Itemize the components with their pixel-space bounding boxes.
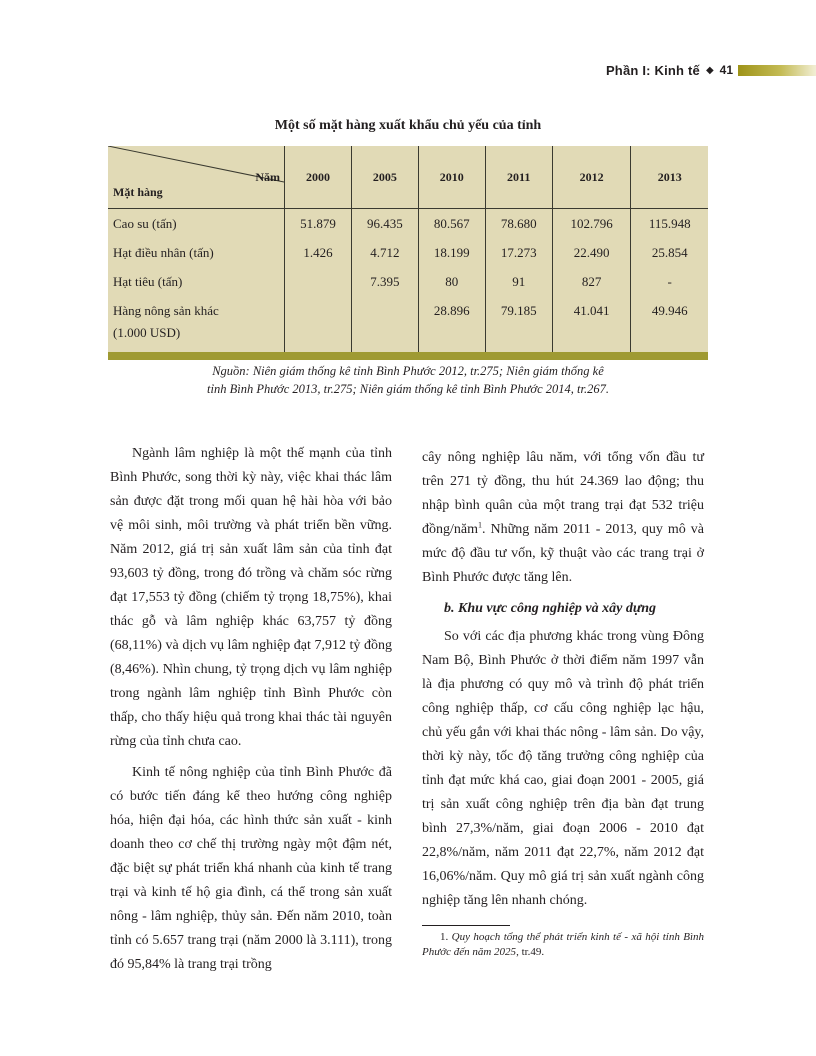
table-cell: 18.199 (418, 238, 485, 267)
section-heading: b. Khu vực công nghiệp và xây dựng (444, 601, 657, 616)
table-cell: 25.854 (631, 238, 708, 267)
table-cell: 96.435 (351, 209, 418, 239)
left-column (110, 442, 392, 984)
row-label-line: Hàng nông sản khác (113, 303, 219, 318)
header-accent-bar (738, 65, 816, 76)
table-cell: 49.946 (631, 296, 708, 352)
footnote-title: Quy hoạch tổng thể phát triển kinh tế - xã hội tỉnh Bình Phước đến năm 2025 (422, 931, 705, 958)
row-label: Cao su (tấn) (113, 216, 177, 231)
table-cell: 80.567 (418, 209, 485, 239)
section-title: Phần I: Kinh tế (605, 62, 700, 78)
table-cell: 51.879 (285, 209, 352, 239)
table-row (108, 267, 708, 296)
table-cell: 115.948 (631, 209, 708, 239)
table-cell: 79.185 (485, 296, 552, 352)
export-table-container (108, 146, 708, 360)
year-header: 2000 (285, 146, 352, 209)
table-cell: 41.041 (552, 296, 631, 352)
page-header (606, 62, 816, 78)
source-line: tỉnh Bình Phước 2013, tr.275; Niên giám thống kê tỉnh Bình Phước 2014, tr.267. (207, 382, 609, 396)
table-cell: 102.796 (552, 209, 631, 239)
table-title: Một số mặt hàng xuất khẩu chủ yếu của tỉnh (274, 118, 542, 133)
table-row (108, 238, 708, 267)
row-label: Hạt điều nhân (tấn) (113, 245, 214, 260)
table-corner-cell (108, 146, 285, 209)
footnote (422, 930, 704, 960)
table-cell: 4.712 (351, 238, 418, 267)
year-header: 2012 (552, 146, 631, 209)
footnote-tail: , tr.49. (516, 946, 545, 958)
paragraph: Ngành lâm nghiệp là một thế mạnh của tỉnh Bình Phước, song thời kỳ này, việc khai thác lâm sản được đặt trong mối quan hệ hài hòa với bảo vệ môi sinh, môi trường và phát triển bền vững. Năm 2012, giá trị sản xuất lâm sản của tỉnh đạt 93,603 tỷ đồng, trong đó trồng và chăm sóc rừng đạt 17,553 tỷ đồng (chiếm tỷ trọng 18,75%), khai thác gỗ và lâm nghiệp khác 63,757 tỷ đồng (68,11%) và dịch vụ lâm nghiệp đạt 7,912 tỷ đồng (8,46%). Nhìn chung, tỷ trọng dịch vụ lâm nghiệp trong ngành lâm nghiệp tỉnh Bình Phước còn thấp, cho thấy hiệu quả trong khai thác tài nguyên rừng của tỉnh chưa cao. (110, 446, 392, 749)
table-bottom-bar (108, 352, 708, 360)
paragraph (422, 446, 704, 590)
paragraph-text: cây nông nghiệp lâu năm, với tổng vốn đầu tư trên 271 tỷ đồng, thu hút 24.369 lao động; thu nhập bình quân của một trang trại đạt 532 triệu đồng/năm (422, 450, 704, 537)
table-cell: 28.896 (418, 296, 485, 352)
year-header: 2010 (418, 146, 485, 209)
source-line: Nguồn: Niên giám thống kê tỉnh Bình Phước 2012, tr.275; Niên giám thống kê (212, 364, 604, 378)
table-cell (285, 296, 352, 352)
paragraph: So với các địa phương khác trong vùng Đông Nam Bộ, Bình Phước ở thời điểm năm 1997 vẫn là địa phương có quy mô và trình độ phát triển công nghiệp thấp, cơ cấu công nghiệp lạc hậu, chủ yếu gắn với khai thác nông - lâm sản. Do vậy, thời kỳ này, tốc độ tăng trưởng công nghiệp của tỉnh đạt mức khá cao, giai đoạn 2001 - 2005, giá trị sản xuất công nghiệp trên địa bàn đạt trung bình 27,3%/năm, giai đoạn 2006 - 2010 đạt 22,8%/năm, năm 2011 đạt 22,7%, năm 2012 đạt 16,06%/năm. Quy mô giá trị sản xuất ngành công nghiệp tăng lên nhanh chóng. (422, 629, 704, 908)
paragraph: Kinh tế nông nghiệp của tỉnh Bình Phước đã có bước tiến đáng kể theo hướng công nghiệp hóa, hiện đại hóa, các hình thức sản xuất - kinh doanh theo cơ chế thị trường ngày một đậm nét, đặc biệt sự phát triển khá nhanh của kinh tế trang trại và kinh tế hộ gia đình, cá thể trong sản xuất nông - lâm nghiệp, thủy sản. Đến năm 2010, toàn tỉnh có 5.657 trang trại (năm 2000 là 3.111), trong đó 95,84% là trang trại trồng (110, 765, 392, 972)
corner-label-item: Mặt hàng (113, 185, 163, 199)
corner-label-year: Năm (255, 170, 280, 184)
paragraph-text: . Những năm 2011 - 2013, quy mô và mức độ đầu tư vốn, kỹ thuật vào các trang trại ở Bình Phước được tăng lên. (422, 522, 704, 585)
footnote-ref: 1 (478, 520, 482, 530)
table-cell (285, 267, 352, 296)
diamond-icon: ◆ (705, 64, 714, 76)
table-cell: 80 (418, 267, 485, 296)
table-cell: 1.426 (285, 238, 352, 267)
year-header: 2013 (631, 146, 708, 209)
table-cell: 91 (485, 267, 552, 296)
table-cell: 22.490 (552, 238, 631, 267)
table-row (108, 296, 708, 352)
table-row (108, 209, 708, 239)
year-header: 2005 (351, 146, 418, 209)
table-cell: 827 (552, 267, 631, 296)
table-header-row (108, 146, 708, 209)
row-label: Hạt tiêu (tấn) (113, 274, 183, 289)
table-cell: 17.273 (485, 238, 552, 267)
export-table (108, 146, 708, 352)
year-header: 2011 (485, 146, 552, 209)
table-cell: - (631, 267, 708, 296)
row-label-unit: (1.000 USD) (113, 325, 181, 340)
right-column (422, 446, 704, 960)
row-label (108, 296, 285, 352)
page-number: 41 (719, 63, 733, 77)
footnote-divider (422, 925, 510, 926)
table-cell: 7.395 (351, 267, 418, 296)
footnote-number: 1. (440, 931, 452, 943)
table-cell: 78.680 (485, 209, 552, 239)
table-cell (351, 296, 418, 352)
table-source-note (108, 362, 708, 398)
